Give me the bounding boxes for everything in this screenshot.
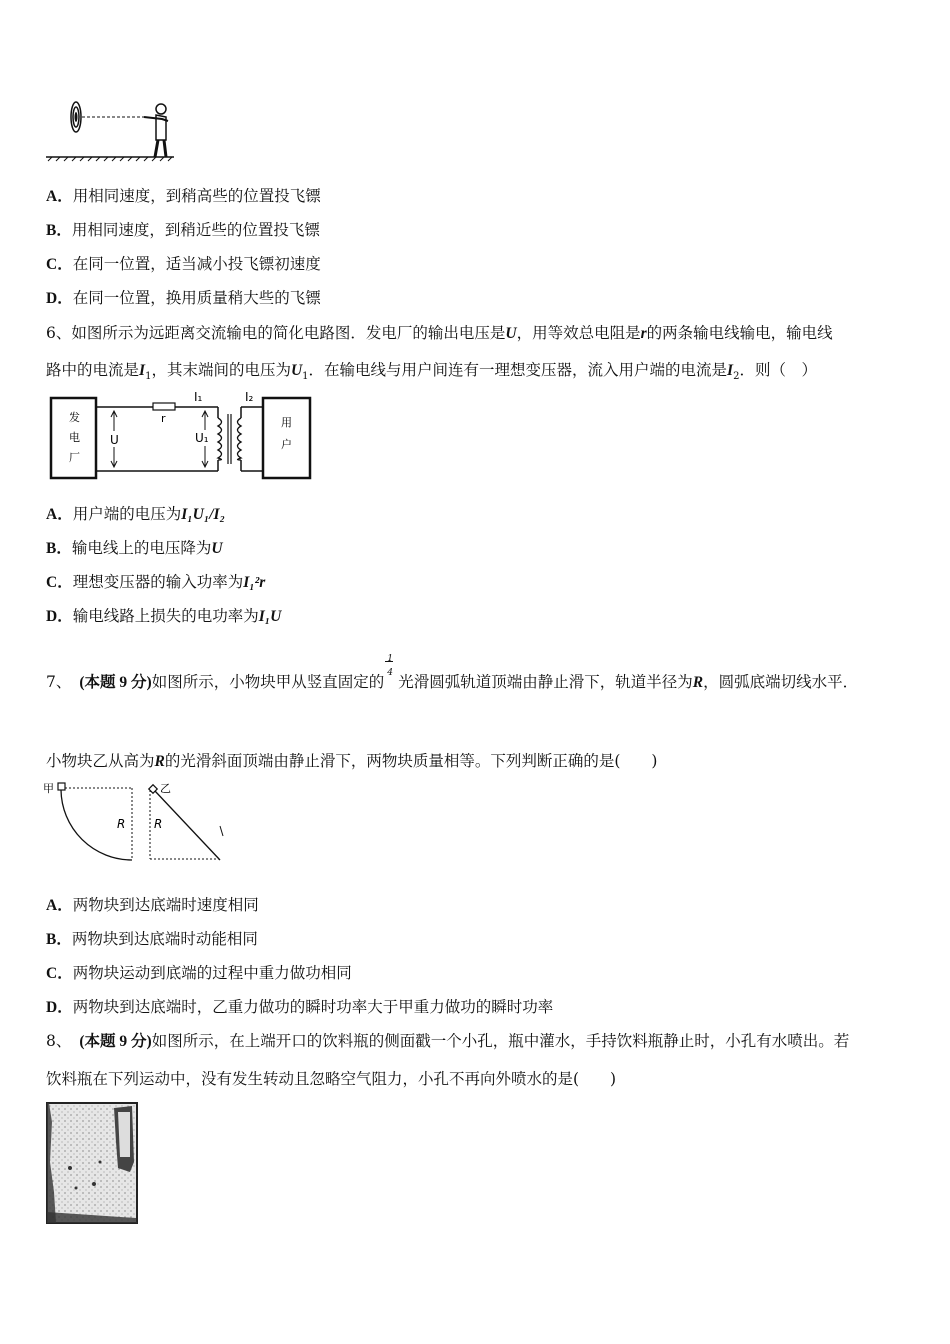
option-formula: I₁U₁/I₂	[181, 506, 225, 523]
option-text: 用相同速度，到稍近些的位置投飞镖	[71, 221, 320, 239]
q5-option-c	[46, 254, 321, 275]
plant-char-1: 发	[69, 411, 80, 424]
label-I2: I₂	[245, 390, 254, 404]
option-letter: B．	[46, 540, 72, 557]
stem-text: ，用等效总电阻是	[516, 324, 641, 342]
stem-text: 的两条输电线输电，输电线	[646, 324, 833, 342]
label-r: r	[161, 412, 166, 425]
score-note: (本题 9 分)	[79, 1033, 152, 1050]
option-text: 两物块运动到底端的过程中重力做功相同	[72, 964, 352, 982]
bottle-photo-figure	[46, 1102, 138, 1224]
option-text: 用户端的电压为	[72, 505, 182, 523]
option-formula: I₁U	[258, 608, 282, 625]
subscript: 2	[733, 371, 740, 383]
stem-text: 路中的电流是	[46, 361, 140, 379]
option-letter: C．	[46, 574, 73, 591]
label-U1: U₁	[195, 431, 209, 445]
option-text: 两物块到达底端时，乙重力做功的瞬时功率大于甲重力做功的瞬时功率	[72, 998, 554, 1016]
symbol-R: R	[154, 753, 165, 770]
stem-text: 饮料瓶在下列运动中，没有发生转动且忽略空气阻力，小孔不再向外喷水的是( )	[46, 1070, 617, 1088]
q5-option-d	[46, 288, 321, 309]
question-number: 7、	[46, 673, 72, 691]
option-letter: A．	[46, 506, 73, 523]
q7-option-b	[46, 929, 258, 950]
option-formula: I₁²r	[243, 574, 266, 591]
option-text: 输电线上的电压降为	[71, 539, 212, 557]
user-char-2: 户	[281, 438, 292, 451]
option-formula: U	[211, 540, 223, 557]
option-letter: C．	[46, 256, 73, 273]
stem-text: 光滑圆弧轨道顶端由静止滑下，轨道半径为	[398, 673, 693, 691]
question-number: 6、	[46, 324, 72, 342]
q5-option-b	[46, 220, 320, 241]
option-letter: D．	[46, 999, 73, 1016]
q8-stem-line1	[46, 1031, 849, 1052]
subscript: 1	[145, 371, 152, 383]
transmission-circuit-figure	[48, 390, 314, 482]
symbol-U: U	[505, 325, 517, 342]
symbol-I2: I	[727, 362, 734, 379]
symbol-R: R	[692, 674, 704, 691]
option-letter: A．	[46, 897, 73, 914]
stem-text: 如图所示，在上端开口的饮料瓶的侧面戳一个小孔，瓶中灌水，手持饮料瓶静止时，小孔有水喷出。若	[151, 1032, 850, 1050]
plant-char-3: 厂	[69, 451, 80, 464]
stem-text: ，圆弧底端切线水平．	[703, 673, 859, 691]
stem-text: 的光滑斜面顶端由静止滑下，两物块质量相等。下列判断正确的是( )	[164, 752, 658, 770]
fraction-numerator: 1	[387, 654, 393, 664]
q7-option-a	[46, 895, 259, 916]
option-letter: A．	[46, 188, 73, 205]
option-letter: C．	[46, 965, 73, 982]
stem-text: ．则（ ）	[739, 361, 817, 379]
option-text: 在同一位置，适当减小投飞镖初速度	[72, 255, 321, 273]
label-I1: I₁	[194, 390, 203, 404]
label-R-arc: R	[117, 817, 126, 831]
stem-text: 小物块乙从高为	[46, 752, 155, 770]
symbol-r: r	[640, 325, 647, 342]
q7-option-c	[46, 963, 352, 984]
option-text: 两物块到达底端时速度相同	[72, 896, 259, 914]
question-number: 8、	[46, 1032, 72, 1050]
q6-option-b	[46, 538, 223, 559]
option-text: 在同一位置，换用质量稍大些的飞镖	[72, 289, 321, 307]
label-yi: 乙	[160, 782, 171, 795]
q5-option-a	[46, 186, 321, 207]
option-letter: D．	[46, 290, 73, 307]
stem-text: ．在输电线与用户间连有一理想变压器，流入用户端的电流是	[308, 361, 728, 379]
dart-throwing-figure	[44, 95, 184, 163]
option-letter: B．	[46, 222, 72, 239]
q8-stem-line2	[46, 1069, 616, 1089]
label-R-slope: R	[154, 817, 163, 831]
option-text: 用相同速度，到稍高些的位置投飞镖	[72, 187, 321, 205]
option-text: 输电线路上损失的电功率为	[72, 607, 259, 625]
stem-text: ，其末端间的电压为	[151, 361, 291, 379]
subscript: 1	[302, 371, 309, 383]
stem-text: 如图所示为远距离交流输电的简化电路图．发电厂的输出电压是	[71, 324, 506, 342]
stem-text: 如图所示，小物块甲从竖直固定的	[151, 673, 385, 691]
label-U: U	[110, 433, 119, 447]
option-letter: B．	[46, 931, 72, 948]
q6-stem-line2	[46, 360, 817, 387]
q6-option-d	[46, 606, 281, 627]
label-jia: 甲	[43, 782, 54, 795]
fraction-denominator: 4	[387, 668, 393, 678]
symbol-U1: U	[290, 362, 303, 379]
q7-option-d	[46, 997, 553, 1018]
q6-stem-line1	[46, 323, 833, 344]
fraction-bar	[385, 661, 393, 662]
q7-stem-line1	[46, 654, 859, 693]
q6-option-a	[46, 504, 225, 525]
arc-and-slope-figure	[42, 780, 232, 864]
option-letter: D．	[46, 608, 73, 625]
symbol-I1: I	[139, 362, 146, 379]
score-note: (本题 9 分)	[79, 674, 152, 691]
option-text: 两物块到达底端时动能相同	[71, 930, 258, 948]
user-char-1: 用	[281, 416, 292, 429]
q7-stem-line2	[46, 751, 657, 772]
quarter-fraction	[384, 654, 398, 693]
q6-option-c	[46, 572, 265, 593]
plant-char-2: 电	[69, 431, 80, 444]
option-text: 理想变压器的输入功率为	[72, 573, 244, 591]
